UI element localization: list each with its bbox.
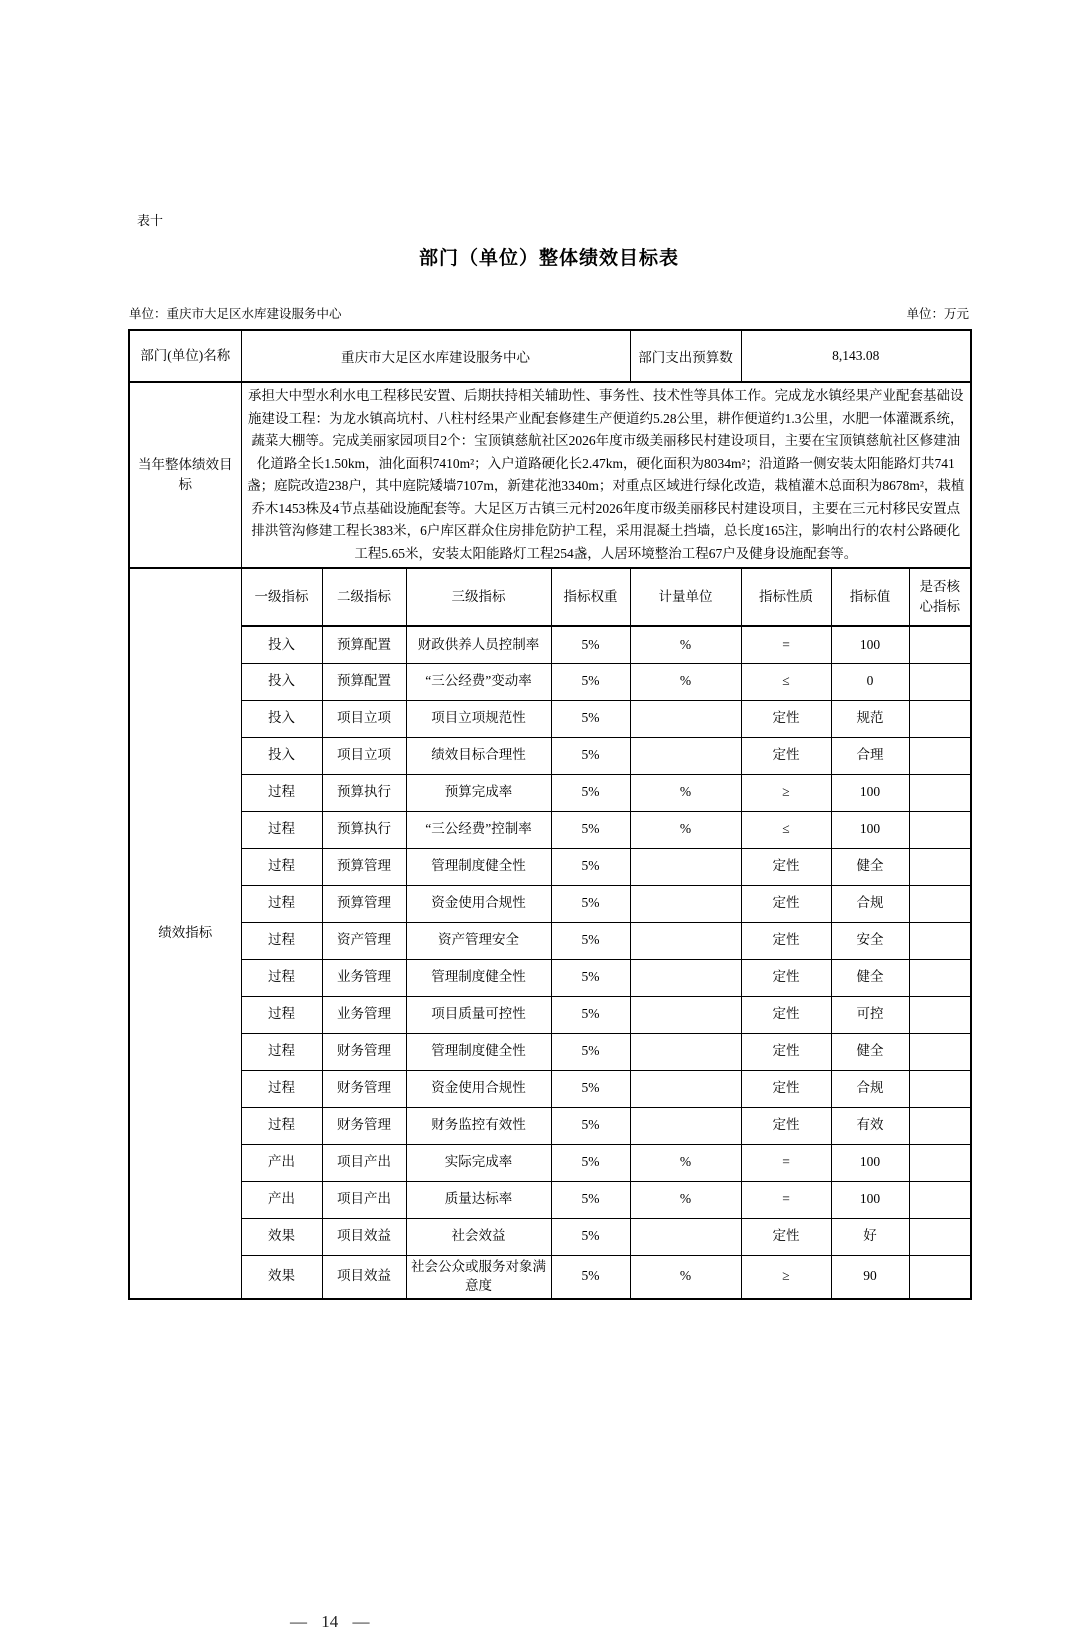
indicator-cell: 定性: [741, 737, 831, 774]
indicator-cell: 财务管理: [322, 1033, 406, 1070]
indicator-row: [129, 848, 971, 885]
indicator-cell: %: [630, 811, 741, 848]
indicators-header-row: [129, 568, 971, 626]
indicator-row: [129, 626, 971, 663]
indicator-row: [129, 663, 971, 700]
indicator-cell: 项目效益: [322, 1255, 406, 1298]
indicator-cell: [630, 959, 741, 996]
indicator-cell: 过程: [241, 811, 322, 848]
indicator-cell: 过程: [241, 885, 322, 922]
indicator-cell: 过程: [241, 959, 322, 996]
indicator-cell: 定性: [741, 1218, 831, 1255]
indicator-cell: %: [630, 663, 741, 700]
indicator-cell: 定性: [741, 1107, 831, 1144]
indicator-cell: 100: [831, 811, 909, 848]
indicator-cell: 安全: [831, 922, 909, 959]
goal-text: 承担大中型水利水电工程移民安置、后期扶持相关辅助性、事务性、技术性等具体工作。完成龙水镇经果产业配套基础设施建设工程：为龙水镇高坑村、八柱村经果产业配套修建生产便道约5.28公里，耕作便道约1.3公里，水肥一体灌溉系统，蔬菜大棚等。完成美丽家园项目2个：宝顶镇慈航社区2026年度市级美丽移民村建设项目，主要在宝顶镇慈航社区修建油化道路全长1.50km，油化面积7410m²；入户道路硬化长2.47km，硬化面积为8034m²；沿道路一侧安装太阳能路灯共741盏；庭院改造238户，其中庭院矮墙7107m，新建花池3340m；对重点区域进行绿化改造，栽植灌木总面积为8678m²，栽植乔木1453株及4节点基础设施配套等。大足区万古镇三元村2026年度市级美丽移民村建设项目，主要在三元村移民安置点排洪管沟修建工程长383米，6户库区群众住房排危防护工程，采用混凝土挡墙，总长度165注，影响出行的农村公路硬化工程5.65米，安装太阳能路灯工程254盏，人居环境整治工程67户及健身设施配套等。: [241, 382, 971, 568]
indicator-cell: 社会公众或服务对象满意度: [406, 1255, 551, 1298]
indicator-cell: 可控: [831, 996, 909, 1033]
header-level2: 二级指标: [322, 568, 406, 626]
indicator-cell: [630, 1218, 741, 1255]
indicator-cell: %: [630, 1144, 741, 1181]
indicator-cell: 过程: [241, 1070, 322, 1107]
indicator-cell: 5%: [551, 922, 630, 959]
indicator-cell: 效果: [241, 1218, 322, 1255]
indicator-cell: 5%: [551, 996, 630, 1033]
indicator-cell: 5%: [551, 1144, 630, 1181]
indicator-cell: 5%: [551, 1255, 630, 1298]
indicator-cell: 投入: [241, 700, 322, 737]
indicator-cell: 产出: [241, 1144, 322, 1181]
indicator-cell: ≤: [741, 663, 831, 700]
document-page: [128, 210, 970, 1631]
indicator-cell: 项目立项: [322, 700, 406, 737]
indicator-row: [129, 1107, 971, 1144]
indicator-cell: 过程: [241, 996, 322, 1033]
indicator-cell: 5%: [551, 1070, 630, 1107]
indicator-cell: 项目立项规范性: [406, 700, 551, 737]
indicator-cell: 过程: [241, 922, 322, 959]
indicator-cell: 绩效目标合理性: [406, 737, 551, 774]
indicator-cell: 定性: [741, 885, 831, 922]
indicator-cell: 合规: [831, 885, 909, 922]
indicator-cell: 5%: [551, 848, 630, 885]
indicator-row: [129, 959, 971, 996]
goal-row: [129, 382, 971, 568]
indicator-cell: 5%: [551, 700, 630, 737]
indicator-cell: 5%: [551, 1181, 630, 1218]
dept-name-label: 部门(单位)名称: [129, 330, 241, 382]
indicator-cell: 财务管理: [322, 1107, 406, 1144]
indicator-cell: =: [741, 1144, 831, 1181]
header-weight: 指标权重: [551, 568, 630, 626]
indicator-cell: [909, 885, 971, 922]
indicator-cell: 资金使用合规性: [406, 1070, 551, 1107]
indicator-cell: [909, 811, 971, 848]
indicator-row: [129, 774, 971, 811]
indicator-cell: 0: [831, 663, 909, 700]
indicator-cell: %: [630, 774, 741, 811]
table-tag: 表十: [137, 213, 164, 228]
header-level1: 一级指标: [241, 568, 322, 626]
indicator-row: [129, 737, 971, 774]
indicator-cell: 项目质量可控性: [406, 996, 551, 1033]
page-number: — 14 —: [290, 1612, 370, 1631]
indicator-row: [129, 1033, 971, 1070]
indicator-cell: 预算完成率: [406, 774, 551, 811]
indicator-cell: 资产管理: [322, 922, 406, 959]
indicator-cell: 定性: [741, 1033, 831, 1070]
unit-row: [128, 304, 970, 322]
indicator-cell: 财务监控有效性: [406, 1107, 551, 1144]
indicator-cell: [909, 959, 971, 996]
header-unit: 计量单位: [630, 568, 741, 626]
indicator-row: [129, 885, 971, 922]
indicator-cell: 过程: [241, 848, 322, 885]
indicator-cell: [909, 848, 971, 885]
indicator-cell: “三公经费”变动率: [406, 663, 551, 700]
indicator-cell: 过程: [241, 774, 322, 811]
indicator-cell: 过程: [241, 1033, 322, 1070]
indicator-cell: [630, 848, 741, 885]
indicator-cell: 定性: [741, 959, 831, 996]
indicator-cell: 5%: [551, 1033, 630, 1070]
indicator-cell: 财政供养人员控制率: [406, 626, 551, 663]
indicator-row: [129, 1255, 971, 1298]
indicator-cell: 产出: [241, 1181, 322, 1218]
indicator-cell: 合规: [831, 1070, 909, 1107]
indicator-row: [129, 1070, 971, 1107]
indicators-label: 绩效指标: [129, 568, 241, 1298]
indicator-cell: [909, 1218, 971, 1255]
indicator-cell: 定性: [741, 700, 831, 737]
unit-left-label: 单位：重庆市大足区水库建设服务中心: [129, 307, 342, 321]
indicator-cell: 5%: [551, 811, 630, 848]
indicator-cell: 定性: [741, 922, 831, 959]
indicator-cell: 预算管理: [322, 885, 406, 922]
indicator-cell: [909, 774, 971, 811]
indicator-cell: 投入: [241, 737, 322, 774]
header-value: 指标值: [831, 568, 909, 626]
indicator-cell: 定性: [741, 1070, 831, 1107]
indicator-cell: 预算执行: [322, 811, 406, 848]
indicator-cell: 投入: [241, 663, 322, 700]
indicator-cell: 业务管理: [322, 996, 406, 1033]
indicator-cell: [909, 1033, 971, 1070]
indicator-cell: [909, 1255, 971, 1298]
indicator-cell: 90: [831, 1255, 909, 1298]
indicator-cell: 社会效益: [406, 1218, 551, 1255]
indicator-cell: 预算配置: [322, 663, 406, 700]
dept-name-value: 重庆市大足区水库建设服务中心: [241, 330, 630, 382]
indicator-row: [129, 1218, 971, 1255]
indicator-cell: [630, 996, 741, 1033]
indicator-cell: 项目立项: [322, 737, 406, 774]
header-core: 是否核心指标: [909, 568, 971, 626]
indicator-cell: %: [630, 626, 741, 663]
indicator-cell: [909, 1070, 971, 1107]
indicator-cell: 有效: [831, 1107, 909, 1144]
indicator-cell: ≥: [741, 1255, 831, 1298]
indicator-cell: [909, 996, 971, 1033]
indicator-cell: 质量达标率: [406, 1181, 551, 1218]
indicator-cell: 预算管理: [322, 848, 406, 885]
indicator-cell: [909, 922, 971, 959]
indicator-cell: 财务管理: [322, 1070, 406, 1107]
indicator-cell: 管理制度健全性: [406, 959, 551, 996]
indicator-cell: [630, 1070, 741, 1107]
indicator-cell: 定性: [741, 848, 831, 885]
indicator-cell: 合理: [831, 737, 909, 774]
indicator-row: [129, 811, 971, 848]
indicator-cell: 项目效益: [322, 1218, 406, 1255]
goal-label: 当年整体绩效目标: [129, 382, 241, 568]
indicator-cell: 100: [831, 774, 909, 811]
header-level3: 三级指标: [406, 568, 551, 626]
indicator-cell: 项目产出: [322, 1181, 406, 1218]
indicator-row: [129, 996, 971, 1033]
indicator-cell: %: [630, 1181, 741, 1218]
indicator-cell: 业务管理: [322, 959, 406, 996]
indicator-cell: 项目产出: [322, 1144, 406, 1181]
budget-label: 部门支出预算数: [630, 330, 741, 382]
indicator-cell: 好: [831, 1218, 909, 1255]
indicator-cell: %: [630, 1255, 741, 1298]
indicator-cell: =: [741, 626, 831, 663]
indicator-cell: 预算执行: [322, 774, 406, 811]
indicator-cell: [909, 1107, 971, 1144]
indicator-cell: “三公经费”控制率: [406, 811, 551, 848]
indicator-cell: 100: [831, 1181, 909, 1218]
indicator-cell: 实际完成率: [406, 1144, 551, 1181]
indicator-cell: 5%: [551, 959, 630, 996]
indicator-cell: 规范: [831, 700, 909, 737]
indicator-cell: 健全: [831, 959, 909, 996]
indicator-cell: 过程: [241, 1107, 322, 1144]
indicator-cell: 投入: [241, 626, 322, 663]
page-title: 部门（单位）整体绩效目标表: [418, 248, 679, 269]
indicator-cell: 健全: [831, 1033, 909, 1070]
indicator-row: [129, 1181, 971, 1218]
indicator-cell: [630, 885, 741, 922]
budget-value: 8,143.08: [741, 330, 971, 382]
indicator-cell: 100: [831, 626, 909, 663]
indicator-cell: [909, 663, 971, 700]
indicator-cell: 5%: [551, 626, 630, 663]
indicator-cell: 5%: [551, 737, 630, 774]
indicator-cell: ≥: [741, 774, 831, 811]
indicator-cell: 5%: [551, 885, 630, 922]
indicator-cell: [909, 700, 971, 737]
indicator-row: [129, 700, 971, 737]
indicator-cell: 资产管理安全: [406, 922, 551, 959]
dept-row: [129, 330, 971, 382]
indicator-cell: =: [741, 1181, 831, 1218]
indicator-cell: 健全: [831, 848, 909, 885]
indicator-row: [129, 922, 971, 959]
indicator-cell: [630, 1107, 741, 1144]
header-nature: 指标性质: [741, 568, 831, 626]
indicator-cell: 5%: [551, 774, 630, 811]
indicator-cell: [909, 626, 971, 663]
indicator-cell: [909, 1144, 971, 1181]
indicator-cell: 预算配置: [322, 626, 406, 663]
indicator-cell: [630, 737, 741, 774]
indicator-cell: 定性: [741, 996, 831, 1033]
indicator-cell: 100: [831, 1144, 909, 1181]
indicator-cell: ≤: [741, 811, 831, 848]
indicator-row: [129, 1144, 971, 1181]
indicator-cell: [630, 700, 741, 737]
indicator-cell: 5%: [551, 663, 630, 700]
indicator-cell: [909, 1181, 971, 1218]
indicator-cell: 效果: [241, 1255, 322, 1298]
indicator-cell: 资金使用合规性: [406, 885, 551, 922]
indicator-cell: [630, 1033, 741, 1070]
indicator-cell: [909, 737, 971, 774]
performance-target-table: [128, 329, 972, 1300]
indicator-cell: 管理制度健全性: [406, 1033, 551, 1070]
unit-right-label: 单位：万元: [906, 307, 969, 321]
indicator-cell: [630, 922, 741, 959]
indicator-cell: 5%: [551, 1107, 630, 1144]
indicator-cell: 5%: [551, 1218, 630, 1255]
indicator-cell: 管理制度健全性: [406, 848, 551, 885]
